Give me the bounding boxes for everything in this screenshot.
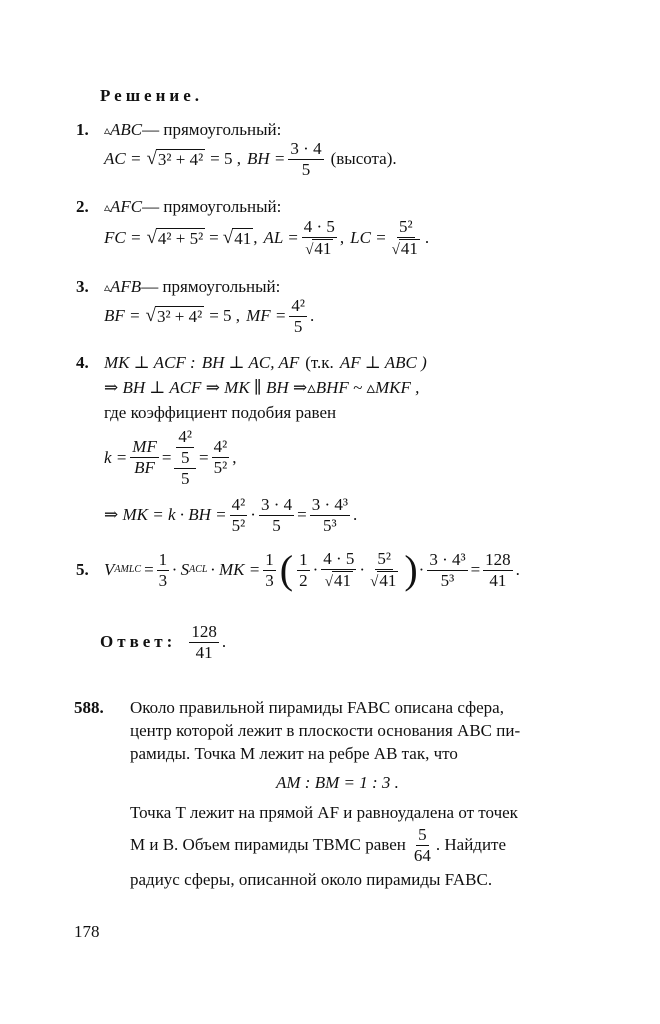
step-number: 5. (76, 560, 89, 580)
formula-text: . (352, 505, 358, 525)
formula-text: = 5 , (210, 149, 242, 169)
formula-text: , (232, 447, 237, 467)
formula-text: V (104, 560, 115, 580)
step-title-text: — прямоугольный: (142, 197, 282, 216)
problem-text: M и B. Объем пирамиды TBMC равен (130, 835, 406, 855)
formula-text: = (161, 447, 172, 467)
step-number: 4. (76, 353, 89, 372)
fraction: $\frac{3 \cdot 4}{5}$ (260, 495, 293, 535)
problem-line: Точка T лежит на прямой AF и равноудалена от точек (130, 803, 518, 822)
step-number: 3. (76, 277, 89, 296)
step-4-line-1 (76, 353, 427, 373)
step-5-formula: 5. V AMLC = $\frac{1}{3}$ · S ACL · MK = $\frac{1}{3}$ ( $\frac{1}{2}$ · $\frac{4 \cdot 5}{√41}$ · $\frac{\text{5²}}{√41}$ ) · $\frac{\text{3 · 4³}}{\text{5³}}$ = $\frac{128}{41}$ . (76, 547, 520, 593)
page-number: 178 (74, 922, 100, 941)
formula-text: . (424, 228, 430, 248)
problem-ratio: AM : BM = 1 : 3 . (276, 773, 399, 792)
triangle-icon: ▵ (104, 279, 111, 294)
problem-number: 588. (74, 698, 104, 717)
radicand: 4² + 5² (157, 228, 204, 248)
fraction: $\frac{\text{5²}}{√41}$ (391, 217, 418, 258)
formula-text: = (199, 447, 209, 467)
formula-text: . (221, 632, 227, 652)
sqrt-icon: √ (145, 305, 156, 327)
formula-text: · S (172, 560, 190, 580)
step-4-line-2: ⇒ BH ⊥ ACF ⇒ MK ∥ BH ⇒▵BHF ~ ▵MKF , (104, 378, 420, 397)
step-4-mk-formula (104, 496, 357, 535)
fraction: $\frac{1}{3}$ (265, 549, 274, 590)
formula-text: = (144, 560, 154, 580)
formula-text: · (312, 560, 319, 580)
formula-text: · (359, 560, 366, 580)
formula-note: (высота). (330, 149, 397, 169)
triangle-name: AFB (110, 277, 142, 296)
problem-line: рамиды. Точка M лежит на ребре AB так, что (130, 744, 458, 763)
formula-text: , (253, 228, 258, 248)
left-paren: ( (279, 547, 294, 593)
formula-text: · (250, 505, 256, 525)
answer-label: Ответ: (100, 632, 177, 652)
formula-text: k = (104, 447, 128, 467)
answer (100, 623, 226, 662)
problem-line: центр которой лежит в плоскости основания ABC пи- (130, 721, 521, 740)
step-4-line-3: где коэффициент подобия равен (104, 403, 337, 422)
formula-text: ⇒ MK = k · BH = (104, 505, 227, 525)
formula-text: BH = (247, 149, 286, 169)
formula-text: BF = (104, 306, 141, 326)
formula-text: LC = (350, 228, 387, 248)
formula-text: = (297, 505, 307, 525)
formula-text: AC = (104, 149, 142, 169)
triangle-name: ABC (110, 120, 143, 139)
fraction: $\frac{\text{3 · 4³}}{\text{5³}}$ (311, 495, 348, 535)
radicand: 3² + 4² (156, 306, 203, 326)
formula-text: . (309, 306, 315, 326)
triangle-icon: ▵ (104, 122, 111, 137)
fraction: $\frac{MF}{BF}$ (132, 437, 157, 478)
step-number: 2. (76, 197, 89, 216)
step-4-k-formula (104, 428, 236, 488)
formula-text: · MK = (210, 560, 261, 580)
fraction: $\frac{\text{4²}}{\text{5²}}$ (213, 437, 228, 478)
formula-text: = 5 , (209, 306, 241, 326)
triangle-name: AFC (110, 197, 143, 216)
problem-line (130, 826, 590, 865)
step-1-title (76, 120, 281, 140)
formula-text: = (470, 560, 481, 580)
fraction: $\frac{\text{4²}}{\text{5²}}$ (231, 495, 246, 535)
sqrt-icon: √ (146, 148, 157, 170)
formula-text: = (209, 228, 219, 248)
step-title-text: — прямоугольный: (142, 120, 282, 139)
sqrt-icon: √ (146, 227, 157, 249)
formula-text: · (418, 560, 425, 580)
solution-heading: Решение. (100, 86, 203, 105)
fraction: $\frac{128}{41}$ (485, 549, 511, 590)
problem-text: . Найдите (435, 835, 507, 855)
formula-text: . (515, 560, 520, 580)
problem-line: Около правильной пирамиды FABC описана сфера, (130, 698, 504, 717)
formula-text: BH ⊥ AC, AF (201, 353, 300, 372)
step-2-formula (104, 218, 429, 259)
step-number: 1. (76, 120, 89, 139)
fraction: $\frac{5}{64}$ (413, 825, 431, 865)
formula-text: FC = (104, 228, 142, 248)
triangle-icon: ▵ (104, 199, 111, 214)
fraction: $\frac{4 \cdot 5}{√41}$ (303, 217, 335, 258)
fraction: $\frac{\text{4²}}{5}$ (291, 296, 305, 336)
answer-fraction: $\frac{128}{41}$ (191, 622, 217, 662)
formula-text: MF = (246, 306, 287, 326)
problem-line: радиус сферы, описанной около пирамиды FABC. (130, 870, 493, 889)
fraction: $\frac{1}{2}$ (299, 549, 308, 590)
step-1-formula (104, 140, 397, 179)
compound-fraction: $\frac{\frac{\text{4²}}{5}}{5}$ (174, 428, 196, 488)
fraction: $\frac{4 \cdot 5}{√41}$ (323, 549, 355, 590)
radicand: 41 (234, 228, 252, 248)
step-title-text: — прямоугольный: (141, 277, 281, 296)
formula-text: , (339, 228, 345, 248)
formula-text: (т.к. (305, 353, 334, 372)
fraction: $\frac{\text{5²}}{√41}$ (370, 549, 397, 590)
fraction: $\frac{\text{3 · 4³}}{\text{5³}}$ (429, 549, 466, 590)
formula-text: AF ⊥ ABC ) (339, 353, 427, 372)
formula-text: MK ⊥ ACF : (104, 353, 196, 372)
step-3-title (76, 277, 280, 297)
radicand: 3² + 4² (157, 149, 204, 169)
fraction: $\frac{1}{3}$ (158, 549, 168, 590)
sqrt-icon: √ (222, 227, 234, 249)
fraction: $\frac{3 \cdot 4}{5}$ (290, 139, 322, 179)
right-paren: ) (404, 547, 418, 593)
formula-text: AL = (263, 228, 299, 248)
step-3-formula (104, 297, 314, 336)
step-2-title (76, 197, 281, 217)
